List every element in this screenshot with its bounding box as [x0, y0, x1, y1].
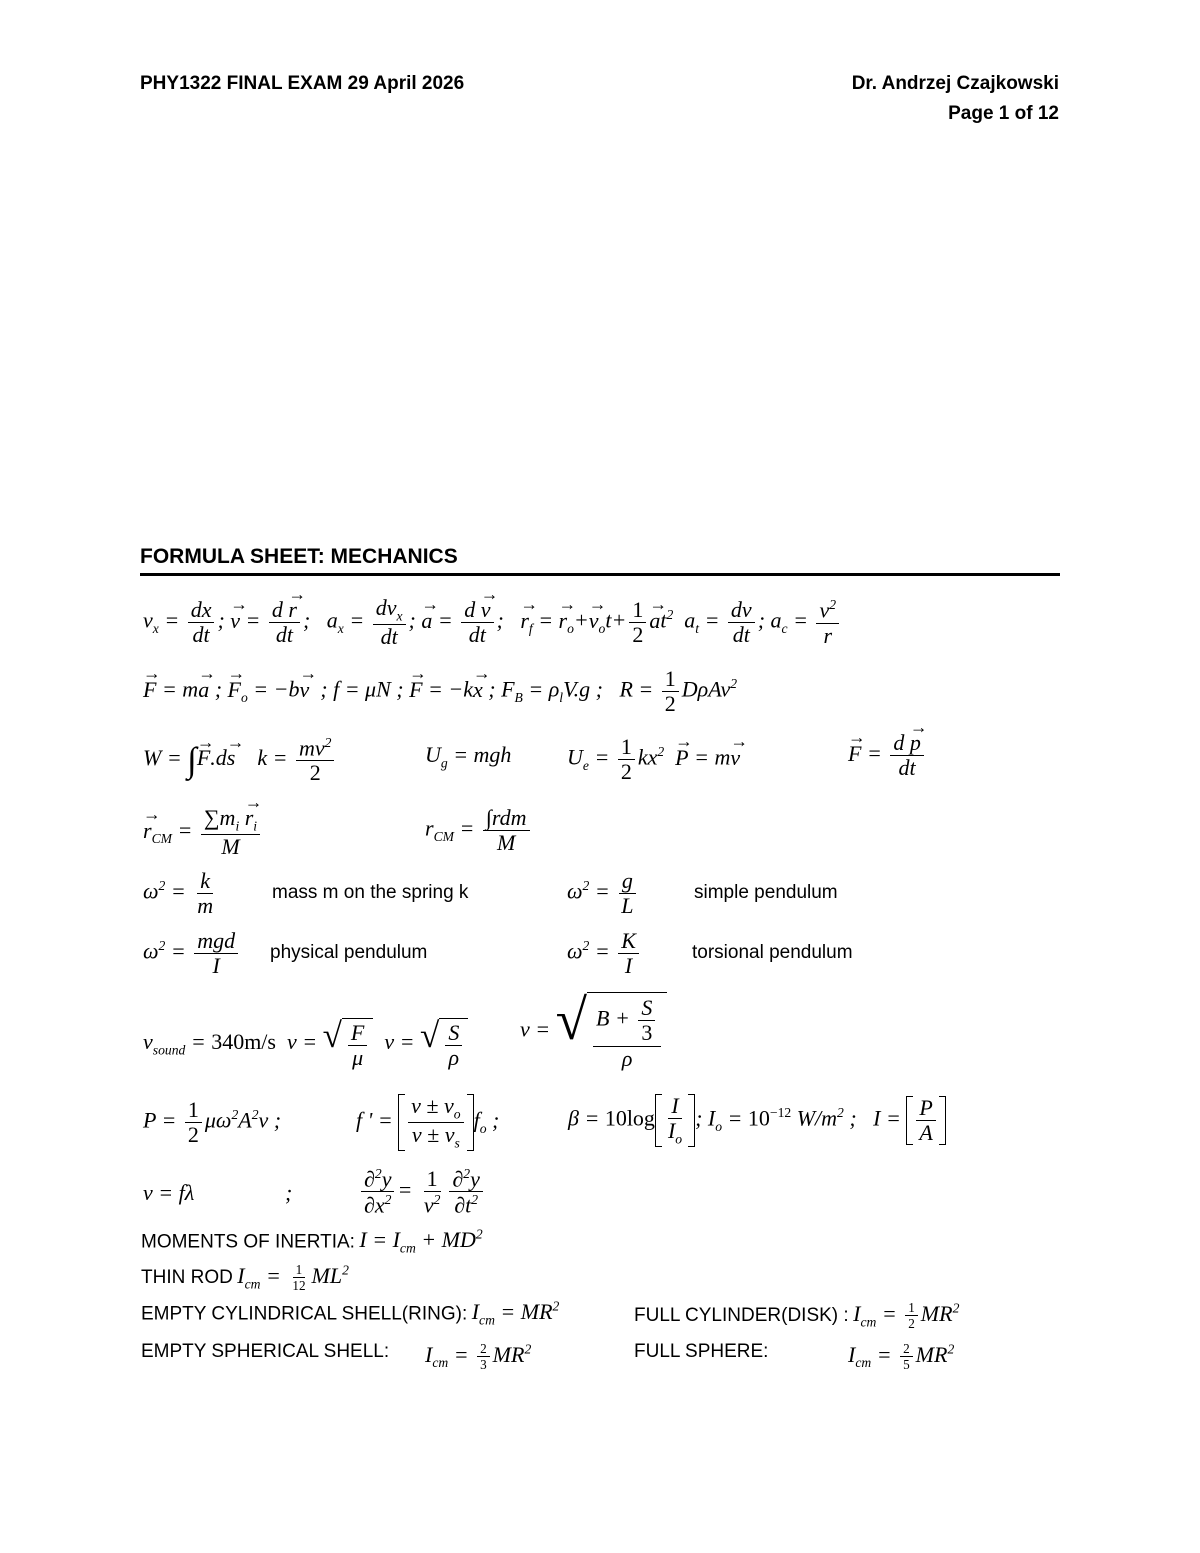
wave-speed-formulas: $v_{sound} = 340m/s$ v = √ $\frac{F}{\mu}$ v = √ $\frac{S}{\rho}$: [143, 1018, 468, 1070]
page-number: Page 1 of 12: [948, 103, 1059, 124]
spherical-shell-label: EMPTY SPHERICAL SHELL:: [141, 1341, 390, 1362]
title-underline: [140, 573, 1060, 576]
center-of-mass-integral: $r_{CM}$ = $\frac{\text{∫rdm}}{M}$: [425, 806, 533, 855]
doppler-formula: f ' = $\frac{v \pm v_o}{v \pm v_s}$ $f_o$ ;: [356, 1093, 500, 1151]
simple-pendulum-omega: $\omega^2$ = $\frac{g}{L}$: [567, 869, 639, 918]
torsional-pendulum-omega: $\omega^2$ = $\frac{K}{I}$: [567, 929, 642, 978]
energy-formulas: W = ∫→ F.d→ s k = $\frac{mv^2}{2}$: [143, 735, 337, 785]
separator-semicolon: ;: [285, 1180, 293, 1205]
ring-formula: $I_{cm} = MR^2$: [471, 1299, 560, 1328]
full-sphere-formula: $I_{cm}$ = $\frac{2}{5}$ $MR^2$: [848, 1341, 955, 1373]
parallel-axis-formula: $I = I_{cm} + MD^2$: [359, 1227, 483, 1256]
beta-coefficient: 10: [604, 1105, 627, 1131]
disk-label: FULL CYLINDER(DISK) :: [634, 1304, 849, 1326]
kinematics-formulas: $v_x$ = $\frac{dx}{dt}$ ; → v = $\frac{d \to r}{dt}$ ; $a_x$ = $\frac{dv_x}{dt}$ ; → a = $\frac{d \to v}{dt}$ ; → $r_f$ = → $r_o+\to v_ot+$ $\frac{1}{2}$ → $at^2$ $a_t$ = $\frac{dv}{dt}$ ; $a_c$ = $\frac{v^2}{r}$: [143, 596, 842, 649]
reference-intensity-base: 10: [747, 1105, 770, 1131]
ring-row: [141, 1300, 559, 1327]
spring-label: mass m on the spring k: [272, 882, 469, 903]
sound-level-formula: β = 10log $\frac{I}{I_o}$ ; $I_o = 10^{-12}$ $W/m^2$ ; I = $\frac{P}{A}$: [568, 1094, 946, 1147]
spherical-shell-formula: $I_{cm}$ = $\frac{2}{3}$ $MR^2$: [425, 1341, 532, 1373]
parallel-axis-row: [141, 1228, 483, 1255]
spring-omega: $\omega^2$ = $\frac{k}{m}$: [143, 868, 214, 918]
full-sphere-row: [634, 1341, 768, 1363]
wave-equation: $\frac{\partial^2y}{\partial x^2}$ = $\frac{1}{v^2}$ $\frac{\partial^2y}{\partial t^2}$: [358, 1166, 486, 1218]
thin-rod-row: [141, 1262, 349, 1293]
bulk-wave-speed: v = √ B + $\frac{S}{3}$ ρ: [520, 992, 667, 1071]
exam-title: PHY1322 FINAL EXAM 29 April 2026: [140, 73, 465, 94]
moments-of-inertia-label: MOMENTS OF INERTIA:: [141, 1231, 355, 1253]
thin-rod-label: THIN ROD: [141, 1266, 233, 1288]
physical-pendulum-label: physical pendulum: [270, 942, 428, 963]
force-formulas: → F = m→ a ; → $F_o = -b\to v$ ; f = μN ; → F = −k→ x ; $F_B = \rho_lV.g$ ; R = $\frac{1}{2}$ DρAv$^2$: [143, 667, 737, 716]
gravitational-potential: $U_g$ = mgh: [425, 742, 512, 771]
full-sphere-label: FULL SPHERE:: [634, 1341, 769, 1362]
thin-rod-formula: $I_{cm}$ = $\frac{1}{12}$ $ML^2$: [237, 1262, 349, 1294]
ring-label: EMPTY CYLINDRICAL SHELL(RING):: [141, 1303, 468, 1325]
wave-power-formula: P = $\frac{1}{2}$ $\mu\omega^2A^2v$ ;: [143, 1097, 282, 1147]
simple-pendulum-label: simple pendulum: [694, 882, 838, 903]
physical-pendulum-omega: $\omega^2$ = $\frac{\text{mgd}}{I}$: [143, 929, 241, 978]
disk-row: [634, 1300, 959, 1331]
torsional-pendulum-label: torsional pendulum: [692, 942, 853, 963]
elastic-potential-momentum: $U_e$ = $\frac{1}{2}$ $kx^2 \to P = m\to v$: [567, 735, 740, 784]
disk-formula: $I_{cm}$ = $\frac{1}{2}$ $MR^2$: [853, 1300, 960, 1332]
formula-sheet-title: FORMULA SHEET: MECHANICS: [140, 545, 458, 568]
wave-velocity-relation: v = fλ: [143, 1180, 195, 1205]
sound-speed-value: 340: [211, 1029, 245, 1055]
reference-intensity-exponent: −12: [769, 1105, 792, 1121]
force-momentum-derivative: → F = $\frac{d \to p}{dt}$: [848, 731, 927, 780]
spherical-shell-row: [141, 1341, 389, 1363]
center-of-mass-discrete: → $r_{CM}$ = $\frac{\sum m_i \to r_i}{M}$: [143, 806, 263, 859]
instructor-name: Dr. Andrzej Czajkowski: [851, 73, 1059, 94]
